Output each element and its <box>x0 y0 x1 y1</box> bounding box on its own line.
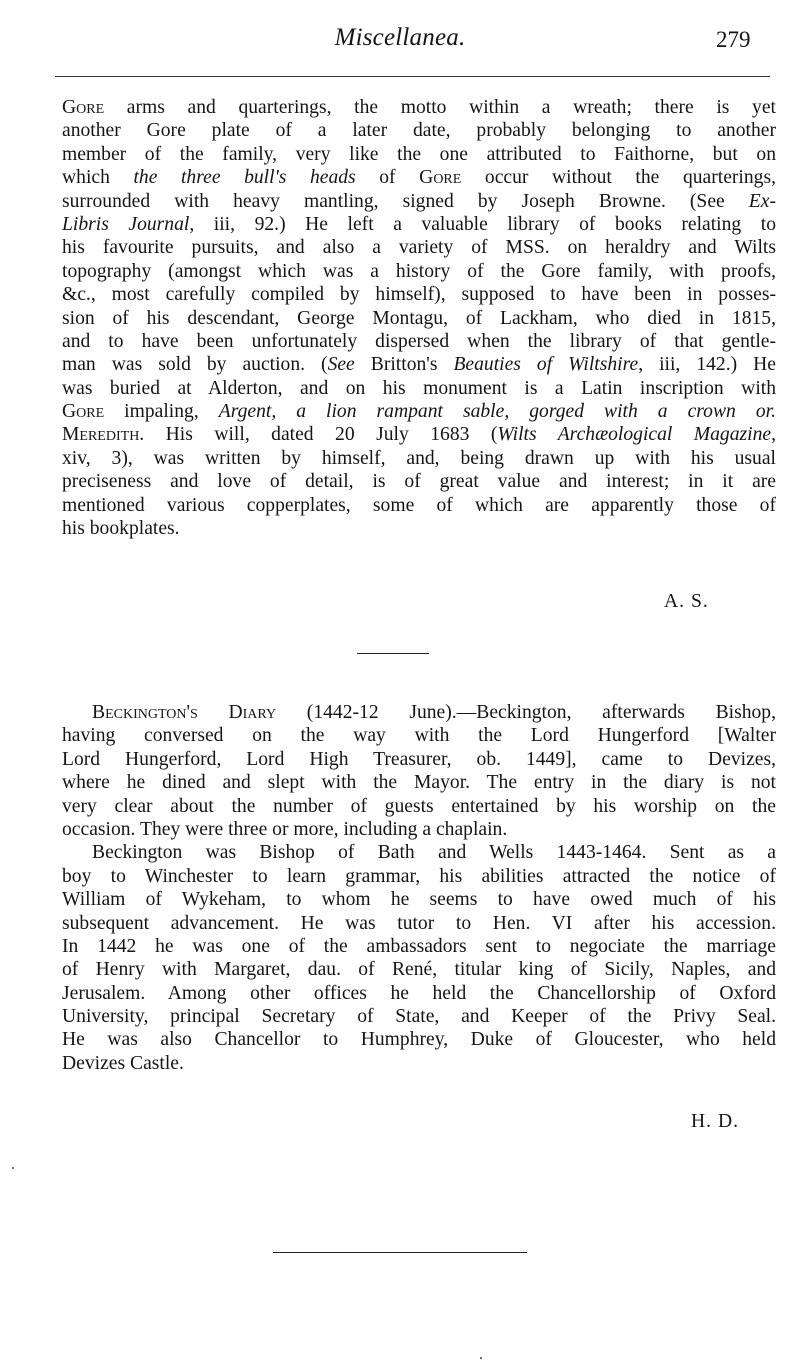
article-gore-bookplates <box>62 96 776 540</box>
italic-text: Libris Journal <box>62 213 190 235</box>
text-run: William of Wykeham, to whom he seems to have owed much of his <box>62 889 776 911</box>
header-rule <box>55 76 770 77</box>
text-line <box>62 166 776 189</box>
text-run: University, principal Secretary of State, and Keeper of the Privy Seal. <box>62 1006 776 1028</box>
text-line <box>62 912 776 935</box>
text-run: Jerusalem. Among other offices he held the Chancellorship of Oxford <box>62 982 776 1004</box>
text-run: of <box>355 167 420 189</box>
text-line <box>62 377 776 400</box>
text-line <box>62 400 776 423</box>
text-line <box>62 748 776 771</box>
small-caps-text: Gore <box>62 97 105 118</box>
italic-text: Wilts Archæological Magazine, <box>497 424 776 446</box>
text-run: arms and quarterings, the motto within a wreath; there is yet <box>104 97 776 118</box>
text-run: Britton's <box>354 354 454 376</box>
text-run: and to have been unfortunately dispersed when the library of that gentle- <box>62 330 776 352</box>
text-run: , iii, 142.) He <box>638 354 776 376</box>
text-line <box>62 1028 776 1051</box>
italic-text: Ex- <box>748 190 776 212</box>
running-title: Miscellanea. <box>334 24 466 51</box>
text-line <box>62 982 776 1005</box>
text-line <box>62 841 776 864</box>
text-line <box>62 771 776 794</box>
text-run: topography (amongst which was a history of the Gore family, with proofs, <box>62 260 776 282</box>
page-number: 279 <box>716 27 751 52</box>
text-run: occur without the quarterings, <box>461 167 776 189</box>
text-run: of Henry with Margaret, dau. of René, titular king of Sicily, Naples, and <box>62 959 776 981</box>
end-rule <box>273 1252 527 1253</box>
text-line <box>62 517 776 540</box>
text-line <box>62 958 776 981</box>
text-line <box>62 1005 776 1028</box>
text-line <box>62 236 776 259</box>
text-run: where he dined and slept with the Mayor. The entry in the diary is not <box>62 772 776 794</box>
text-run: very clear about the number of guests entertained by his worship on the <box>62 795 776 817</box>
text-line <box>62 701 776 724</box>
text-line <box>62 888 776 911</box>
text-run: xiv, 3), was written by himself, and, being drawn up with his usual <box>62 447 776 469</box>
text-line <box>62 1052 776 1075</box>
text-run: impaling, <box>104 401 219 423</box>
text-run: , iii, 92.) He left a valuable library of books relating to <box>189 213 776 235</box>
text-run: preciseness and love of detail, is of great value and interest; in it are <box>62 471 776 493</box>
small-caps-text: Gore <box>62 401 105 423</box>
text-run: Beckington was Bishop of Bath and Wells 1443-1464. Sent as a <box>92 842 776 864</box>
text-line <box>62 190 776 213</box>
text-line <box>62 865 776 888</box>
text-run: occasion. They were three or more, including a chaplain. <box>62 818 508 840</box>
text-line <box>62 724 776 747</box>
text-run: His will, dated 20 July 1683 ( <box>144 424 498 446</box>
article-beckingtons-diary <box>62 701 776 1075</box>
text-run: In 1442 he was one of the ambassadors sent to negociate the marriage <box>62 935 776 957</box>
text-run: his favourite pursuits, and also a variety of MSS. on heraldry and Wilts <box>62 237 776 259</box>
italic-text: the three bull's heads <box>133 167 356 189</box>
text-line <box>62 818 776 841</box>
text-line <box>62 330 776 353</box>
text-line <box>62 494 776 517</box>
text-line <box>62 353 776 376</box>
page-header <box>0 22 800 62</box>
text-line <box>62 795 776 818</box>
text-line <box>62 447 776 470</box>
section-divider <box>357 653 429 654</box>
text-run: &c., most carefully compiled by himself), supposed to have been in posses- <box>62 284 776 306</box>
text-run: having conversed on the way with the Lord Hungerford [Walter <box>62 725 776 747</box>
text-line <box>62 307 776 330</box>
text-run: surrounded with heavy mantling, signed by Joseph Browne. (See <box>62 190 749 212</box>
print-speck <box>12 1167 14 1169</box>
text-line <box>62 96 776 119</box>
text-run: subsequent advancement. He was tutor to Hen. VI after his accession. <box>62 912 776 934</box>
text-run: another Gore plate of a later date, probably belonging to another <box>62 120 776 142</box>
text-run: man was sold by auction. ( <box>62 354 328 376</box>
signature-a-s: A. S. <box>664 591 709 612</box>
small-caps-text: Meredith. <box>62 424 145 446</box>
small-caps-text: Beckington's Diary <box>92 702 277 723</box>
print-speck <box>480 1357 482 1359</box>
text-line <box>62 470 776 493</box>
text-run: was buried at Alderton, and on his monument is a Latin inscription with <box>62 377 776 399</box>
text-line <box>62 260 776 283</box>
text-run: mentioned various copperplates, some of which are apparently those of <box>62 494 776 516</box>
text-run: boy to Winchester to learn grammar, his abilities attracted the notice of <box>62 865 776 887</box>
text-line <box>62 213 776 236</box>
text-run: member of the family, very like the one attributed to Faithorne, but on <box>62 143 776 165</box>
italic-text: See <box>327 354 355 376</box>
text-run: Lord Hungerford, Lord High Treasurer, ob. 1449], came to Devizes, <box>62 748 776 770</box>
small-caps-text: Gore <box>419 167 462 189</box>
text-line <box>62 143 776 166</box>
signature-h-d: H. D. <box>691 1111 739 1132</box>
text-run: which <box>62 167 134 189</box>
text-run: his bookplates. <box>62 518 180 540</box>
text-line <box>62 423 776 446</box>
italic-text: Beauties of Wiltshire <box>453 354 639 376</box>
text-line <box>62 283 776 306</box>
text-run: Devizes Castle. <box>62 1052 184 1074</box>
text-line <box>62 119 776 142</box>
text-run: sion of his descendant, George Montagu, of Lackham, who died in 1815, <box>62 307 776 329</box>
text-line <box>62 935 776 958</box>
italic-text: Argent, a lion rampant sable, gorged with a crown or. <box>218 401 776 423</box>
text-run: (1442-12 June).—Beckington, afterwards Bishop, <box>276 702 776 723</box>
text-run: He was also Chancellor to Humphrey, Duke of Gloucester, who held <box>62 1029 776 1051</box>
